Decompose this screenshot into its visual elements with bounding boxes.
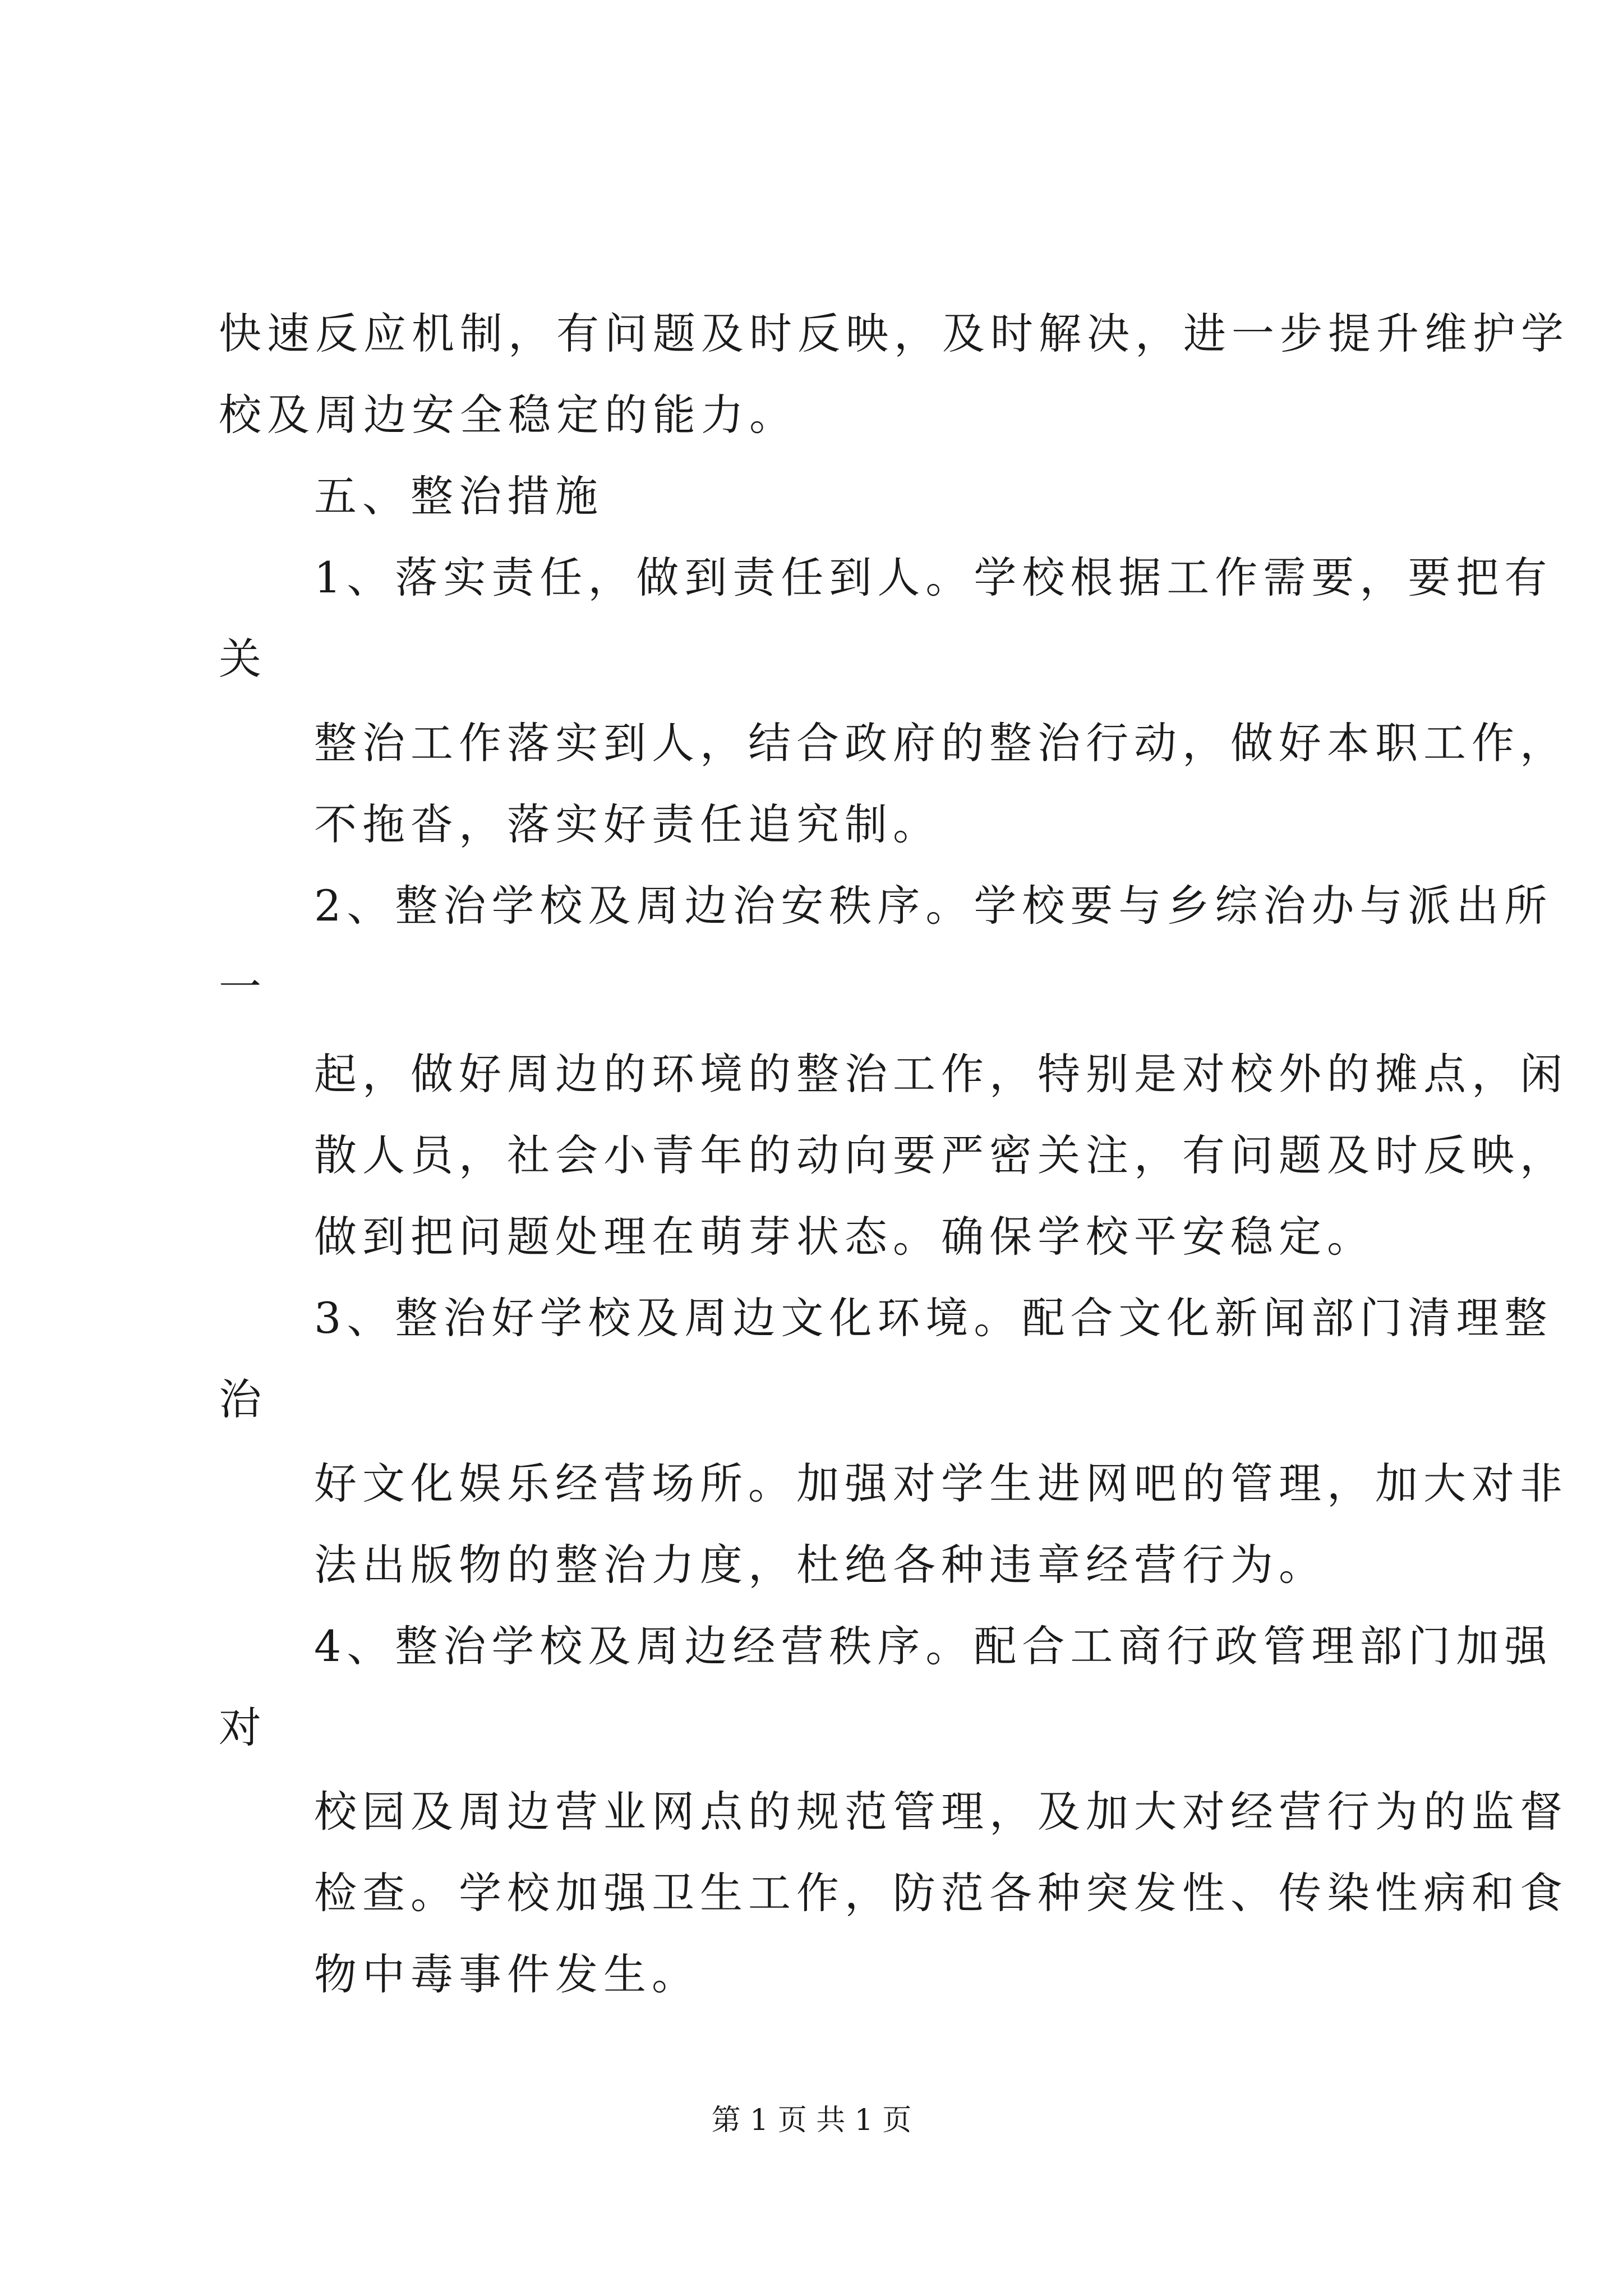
- text-line: 不拖沓，落实好责任追究制。: [314, 799, 941, 849]
- text-line: 关: [219, 634, 267, 684]
- text-line: 校及周边安全稳定的能力。: [219, 390, 797, 440]
- text-line: 法出版物的整治力度，杜绝各种违章经营行为。: [314, 1540, 1327, 1590]
- text-line: 2、整治学校及周边治安秩序。学校要与乡综治办与派出所: [314, 881, 1553, 931]
- text-line: 3、整治好学校及周边文化环境。配合文化新闻部门清理整: [314, 1293, 1553, 1343]
- text-line: 散人员，社会小青年的动向要严密关注，有问题及时反映，: [314, 1130, 1568, 1180]
- text-line: 整治工作落实到人，结合政府的整治行动，做好本职工作，: [314, 718, 1568, 768]
- text-line: 快速反应机制，有问题及时反映，及时解决，进一步提升维护学: [219, 309, 1569, 358]
- text-line: 检查。学校加强卫生工作，防范各种突发性、传染性病和食: [314, 1868, 1568, 1918]
- text-line: 1、落实责任，做到责任到人。学校根据工作需要，要把有: [314, 553, 1553, 602]
- section-heading: 五、整治措施: [314, 471, 603, 521]
- text-line: 4、整治学校及周边经营秩序。配合工商行政管理部门加强: [314, 1621, 1553, 1671]
- text-line: 校园及周边营业网点的规范管理，及加大对经营行为的监督: [314, 1787, 1568, 1837]
- page-footer: 第 1 页 共 1 页: [711, 2104, 912, 2137]
- text-line: 好文化娱乐经营场所。加强对学生进网吧的管理，加大对非: [314, 1458, 1568, 1508]
- text-line: 治: [219, 1374, 267, 1424]
- text-line: 一: [219, 962, 267, 1012]
- text-line: 做到把问题处理在萌芽状态。确保学校平安稳定。: [314, 1212, 1375, 1262]
- text-line: 物中毒事件发生。: [314, 1949, 700, 1999]
- text-line: 对: [219, 1703, 267, 1752]
- text-line: 起，做好周边的环境的整治工作，特别是对校外的摊点，闲: [314, 1049, 1568, 1099]
